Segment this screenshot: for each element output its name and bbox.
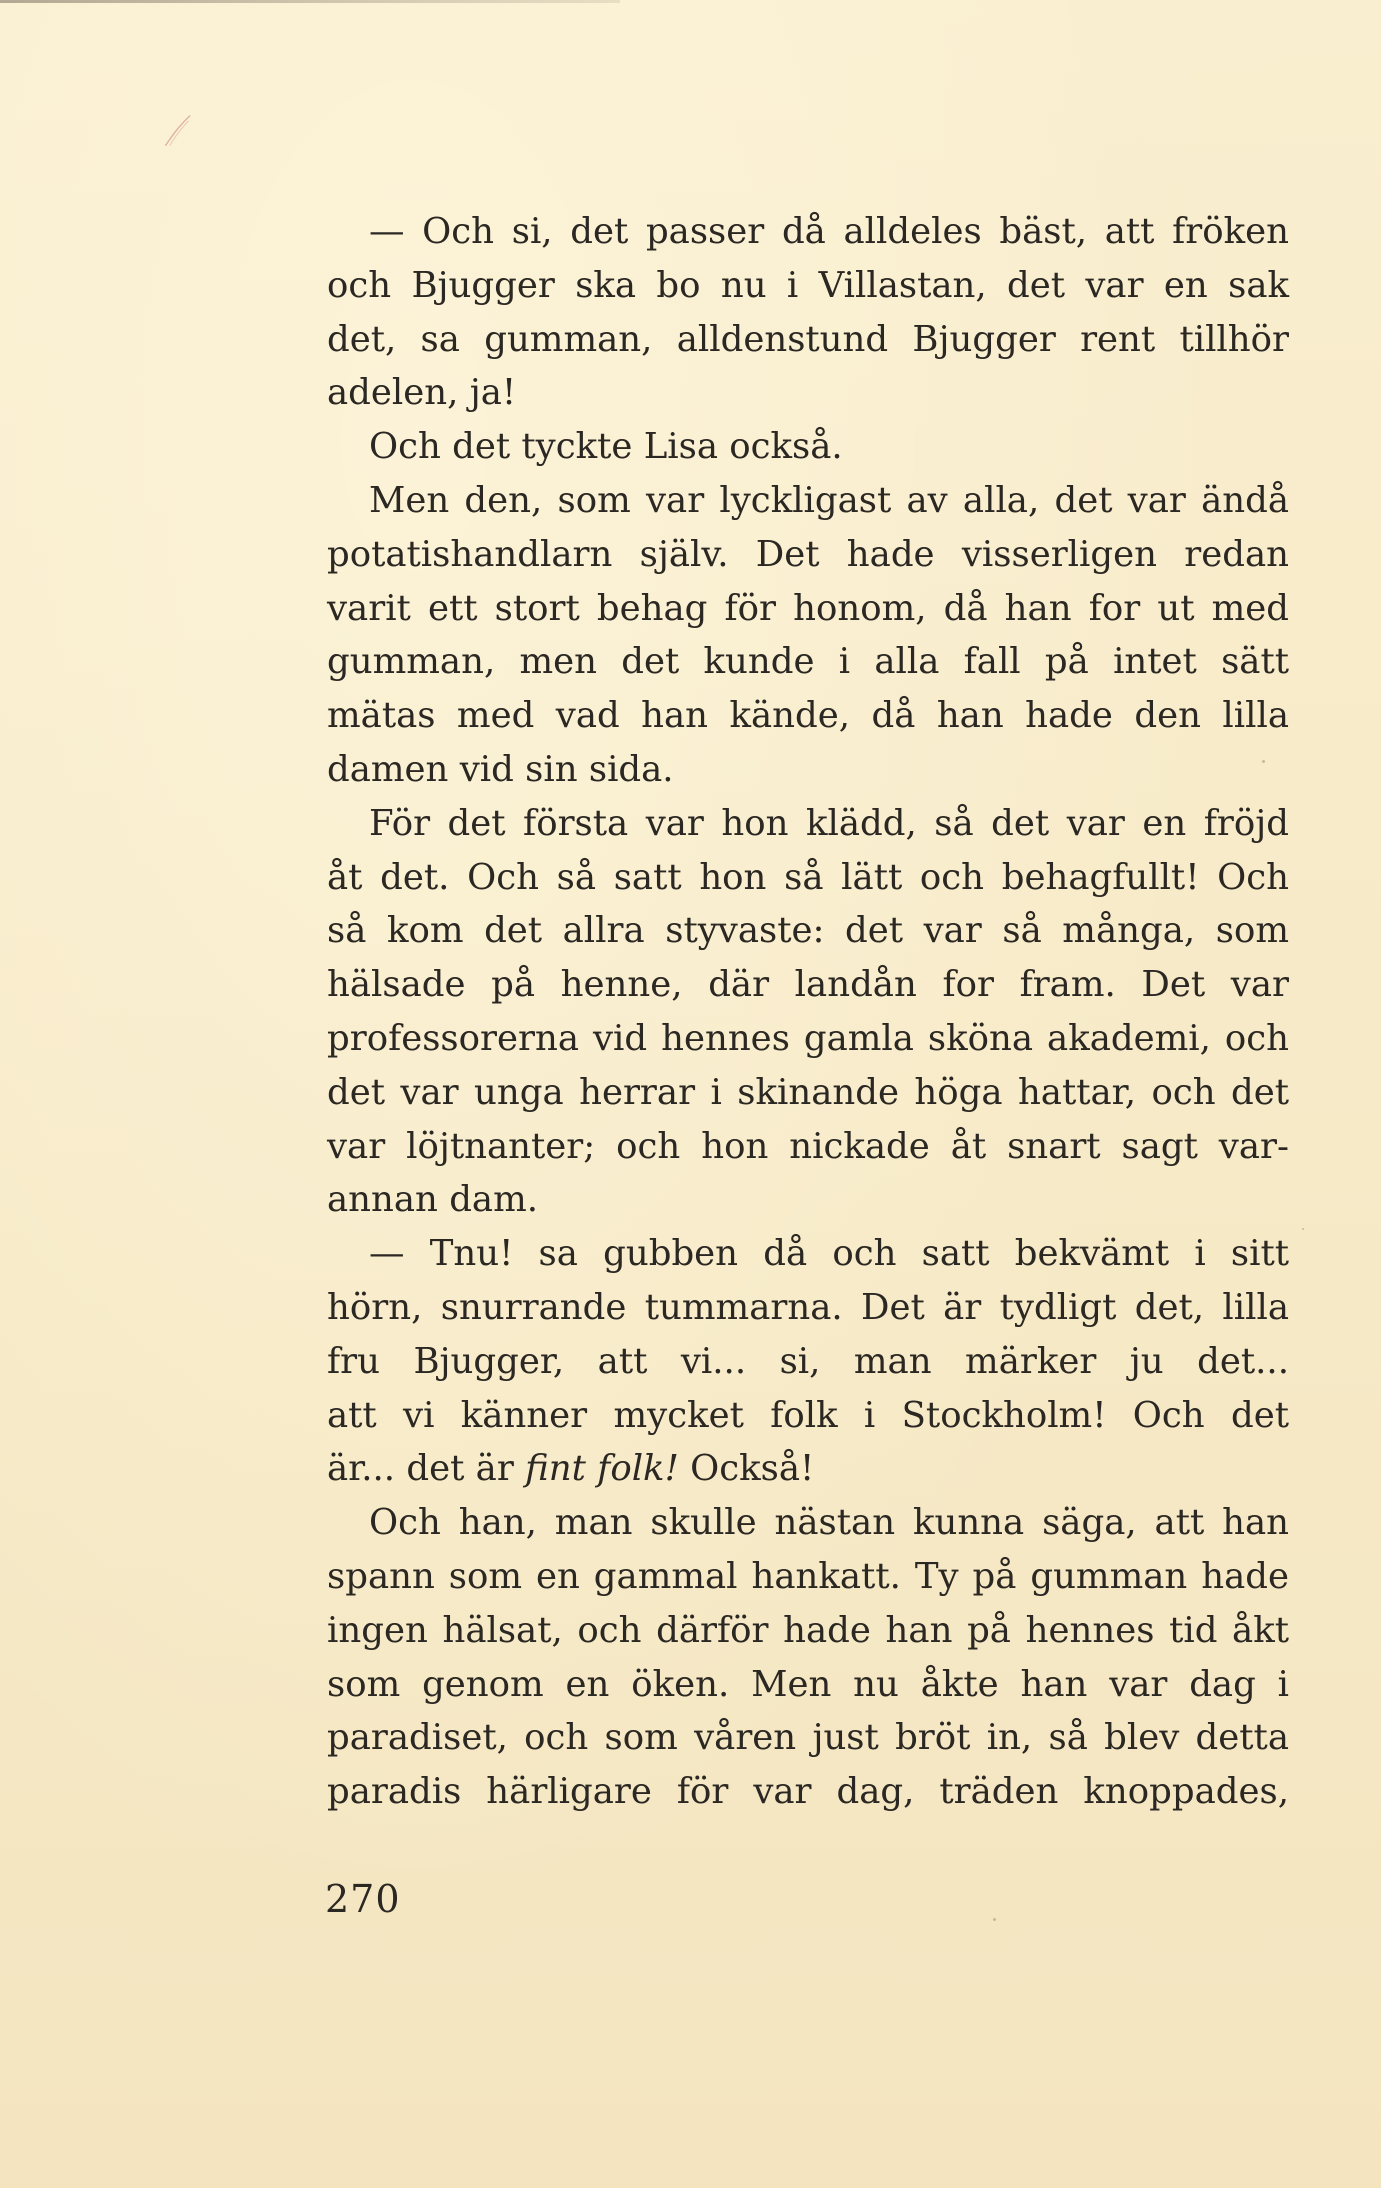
text-segment: är... det är — [327, 1448, 514, 1490]
text-line-with-italic — [327, 1442, 1289, 1496]
paper-speck — [1262, 760, 1265, 763]
text-line: ingen hälsat, och därför hade han på hennes tid åkt — [327, 1609, 1289, 1651]
text-line: paradis härligare för var dag, träden knoppades, — [327, 1771, 1289, 1813]
text-line: det var unga herrar i skinande höga hattar, och det — [327, 1071, 1289, 1113]
text-line: annan dam. — [327, 1179, 539, 1221]
text-line: fru Bjugger, att vi... si, man märker ju det... — [327, 1340, 1289, 1382]
body-text — [327, 205, 1289, 1819]
text-line: damen vid sin sida. — [327, 748, 674, 790]
text-line: — Tnu! sa gubben då och satt bekvämt i sitt — [369, 1233, 1289, 1275]
text-line: Men den, som var lyckligast av alla, det var ändå — [369, 479, 1289, 521]
text-line: professorerna vid hennes gamla sköna akademi, och — [327, 1017, 1289, 1059]
text-line: Och det tyckte Lisa också. — [369, 426, 843, 468]
text-line: paradiset, och som våren just bröt in, så blev detta — [327, 1717, 1289, 1759]
text-line: potatishandlarn själv. Det hade visserligen redan — [327, 533, 1289, 575]
text-line: gumman, men det kunde i alla fall på intet sätt — [327, 641, 1289, 683]
text-line: hörn, snurrande tummarna. Det är tydligt det, lilla — [327, 1286, 1289, 1328]
page-top-edge — [0, 0, 620, 3]
text-line: adelen, ja! — [327, 372, 517, 414]
page-number: 270 — [325, 1877, 401, 1921]
text-line: mätas med vad han kände, då han hade den lilla — [327, 695, 1289, 737]
text-line: åt det. Och så satt hon så lätt och behagfullt! Och — [327, 856, 1289, 898]
text-line: — Och si, det passer då alldeles bäst, att fröken — [369, 211, 1289, 252]
text-line: Och han, man skulle nästan kunna säga, att han — [369, 1502, 1289, 1544]
text-line: det, sa gumman, alldenstund Bjugger rent tillhör — [327, 318, 1289, 360]
paper-speck — [993, 1918, 996, 1921]
text-line: spann som en gammal hankatt. Ty på gumman hade — [327, 1555, 1289, 1597]
pencil-mark — [155, 112, 201, 150]
text-line: så kom det allra styvaste: det var så många, som — [327, 910, 1289, 952]
paper-speck — [1302, 1228, 1304, 1230]
italic-phrase: fint folk! — [525, 1448, 679, 1490]
text-line: För det första var hon klädd, så det var en fröjd — [369, 802, 1289, 844]
text-line: och Bjugger ska bo nu i Villastan, det var en sak — [327, 264, 1289, 306]
text-segment: Också! — [690, 1448, 815, 1490]
text-line: som genom en öken. Men nu åkte han var dag i — [327, 1663, 1289, 1705]
text-line: varit ett stort behag för honom, då han for ut med — [327, 587, 1289, 629]
text-line: att vi känner mycket folk i Stockholm! Och det — [327, 1394, 1289, 1436]
text-line: var löjtnanter; och hon nickade åt snart sagt var- — [327, 1125, 1289, 1167]
text-line: hälsade på henne, där landån for fram. Det var — [327, 964, 1289, 1006]
